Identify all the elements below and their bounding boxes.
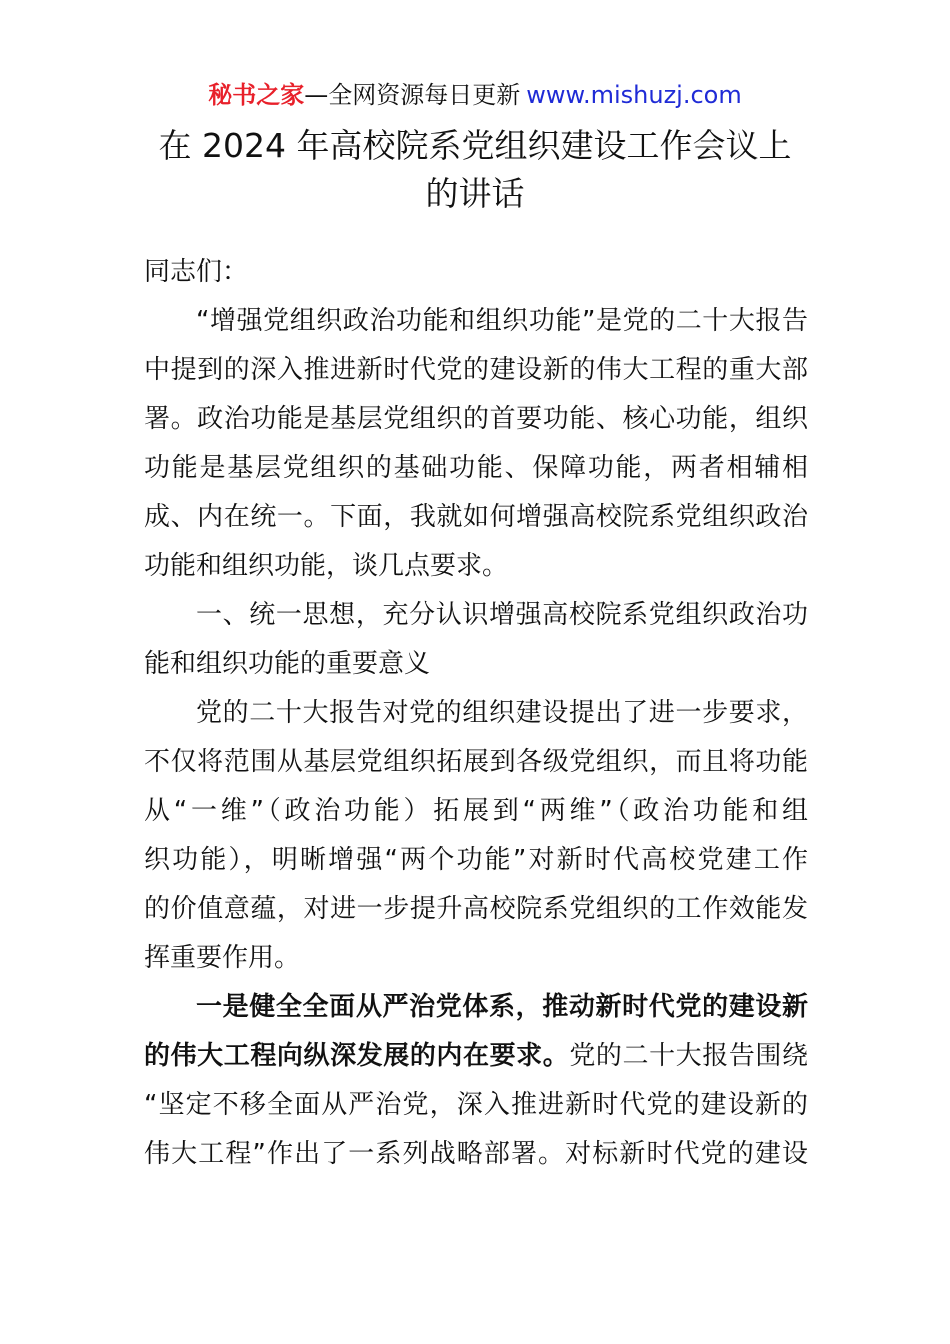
paragraph-line (144, 1032, 808, 1081)
paragraph-line: “增强党组织政治功能和组织功能”是党的二十大报告 (196, 306, 808, 336)
heading-line: 能和组织功能的重要意义 (144, 649, 431, 679)
paragraph-intro (144, 297, 808, 591)
paragraph-point-one (144, 983, 808, 1179)
paragraph-line: 署。政治功能是基层党组织的首要功能、核心功能，组织 (144, 404, 808, 434)
paragraph-line: 的价值意蕴，对进一步提升高校院系党组织的工作效能发 (144, 894, 808, 924)
title-line-2: 的讲话 (425, 174, 525, 213)
site-url-link[interactable]: www.mishuzj.com (526, 81, 742, 109)
title-line-1: 在 2024 年高校院系党组织建设工作会议上 (158, 126, 792, 165)
paragraph-line: 功能和组织功能，谈几点要求。 (144, 551, 509, 581)
paragraph-line: 不仅将范围从基层党组织拓展到各级党组织，而且将功能 (144, 747, 808, 777)
salutation: 同志们： (144, 257, 249, 287)
site-header (0, 78, 950, 112)
paragraph-line: 从“一维”（政治功能）拓展到“两维”（政治功能和组 (144, 796, 808, 826)
bold-lead-end: 的伟大工程向纵深发展的内在要求。 (144, 1041, 570, 1071)
paragraph-line: 中提到的深入推进新时代党的建设新的伟大工程的重大部 (144, 355, 808, 385)
heading-line: 一、统一思想，充分认识增强高校院系党组织政治功 (196, 600, 808, 630)
paragraph-text: 党的二十大报告围绕 (569, 1041, 808, 1071)
site-tagline: —全网资源每日更新 (304, 81, 521, 109)
bold-lead-line: 一是健全全面从严治党体系，推动新时代党的建设新 (196, 992, 808, 1022)
paragraph-line: 织功能），明晰增强“两个功能”对新时代高校党建工作 (144, 845, 808, 875)
paragraph-line: 成、内在统一。下面，我就如何增强高校院系党组织政治 (144, 502, 808, 532)
document-body (144, 248, 808, 1179)
paragraph-line: “坚定不移全面从严治党，深入推进新时代党的建设新的 (144, 1090, 808, 1120)
paragraph-line: 党的二十大报告对党的组织建设提出了进一步要求， (196, 698, 808, 728)
document-title (100, 122, 850, 218)
paragraph-line: 伟大工程”作出了一系列战略部署。对标新时代党的建设 (144, 1139, 808, 1169)
section-heading-1 (144, 591, 808, 689)
paragraph-line: 挥重要作用。 (144, 943, 301, 973)
paragraph-significance (144, 689, 808, 983)
brand-name: 秘书之家 (208, 81, 305, 109)
paragraph-line: 功能是基层党组织的基础功能、保障功能，两者相辅相 (144, 453, 808, 483)
